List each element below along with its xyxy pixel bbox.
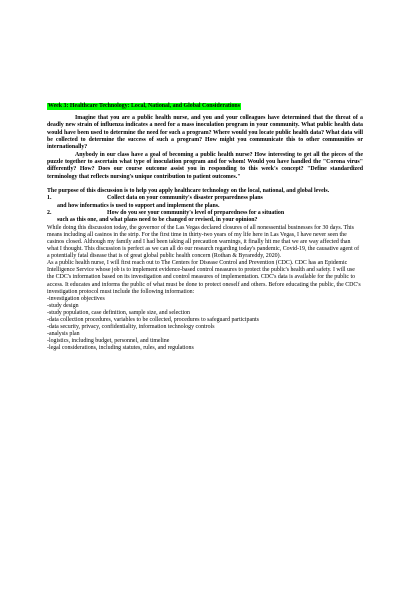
list-item (47, 210, 363, 225)
protocol-item: -logistics, including budget, personnel, and timeline (47, 338, 170, 345)
protocol-item: -data collection procedures, variables to be collected, procedures to safeguard participants (47, 317, 259, 324)
page-title: Week 3: Healthcare Technology: Local, National, and Global Considerations (48, 103, 241, 109)
list-item-continuation: such as this one, and what plans need to be changed or revised, in your opinion? (57, 217, 258, 224)
list-item-number: 1. (47, 195, 52, 202)
prompt-paragraph-scenario: Imagine that you are a public health nurse, and you and your colleagues have determined that the threat of a deadly new strain of influenza indicates a need for a mass inoculation program in your community. What public health data would have been used to determine the need for such a program? Where would you locate public health data? What data will be collected to determine the success of such a program? How might you communicate this to other communities or internationally? (47, 115, 363, 151)
list-item-text: How do you see your community's level of preparedness for a situation (107, 210, 285, 217)
protocol-item: -study design (47, 302, 79, 309)
list-item (47, 195, 363, 210)
protocol-item: -investigation objectives (47, 295, 105, 302)
numbered-question-list (47, 195, 363, 224)
protocol-item: -data security, privacy, confidentiality, information technology controls (47, 324, 215, 331)
list-item-text: Collect data on your community's disaster preparedness plans (107, 195, 263, 202)
list-item-number: 2. (47, 210, 52, 217)
protocol-item: -analysis plan (47, 331, 80, 338)
document-page (47, 94, 363, 353)
response-paragraph-cdc: As a public health nurse, I will first reach out to The Centers for Disease Control and Prevention (CDC). CDC has an Epidemic Intelligence Service whose job is to implement evidence-based control measures to protect the public's health and safety. I will use the CDC's information based on its investigation and control measures of implementation. CDC's data is available for the public to access. It educates and informs the public of what must be done to protect oneself and others. Before educating the public, the CDC's investigation protocol must include the following information: (47, 260, 361, 295)
protocol-item: -legal considerations, including statutes, rules, and regulations (47, 345, 194, 352)
prompt-paragraph-class-question: Anybody in our class have a goal of becoming a public health nurse? How interesting to get all the pieces of the puzzle together to ascertain what type of inoculation program and for whom! Would you have handled the "Corona virus" differently? How? Does our course outcome assist you in responding to this week's concept? "Define standardized terminology that reflects nursing's unique contribution to patient outcomes." (47, 151, 363, 180)
list-item-continuation: and how informatics is used to support and implement the plans. (57, 202, 220, 209)
prompt-paragraph-purpose: The purpose of this discussion is to help you apply healthcare technology on the local, national, and global levels. (47, 188, 330, 195)
protocol-item: -study population, case definition, sample size, and selection (47, 309, 190, 316)
protocol-list (47, 296, 363, 353)
response-paragraph-las-vegas: While doing this discussion today, the governor of the Las Vegas declared closures of all nonessential businesses for 30 days. This means including all casinos in the strip. For the first time in thirty-two years of my life here in Las Vegas, I have never seen the casinos closed. Although my family and I had been taking all precaution warnings, it finally hit me that we are way affected than what I thought. This discussion is perfect as we can all do our research regarding today's pandemic, Covid-19, the causative agent of a potentially fatal disease that is of great global public health concern (Rothan & Byrareddy, 2020). (47, 224, 360, 260)
